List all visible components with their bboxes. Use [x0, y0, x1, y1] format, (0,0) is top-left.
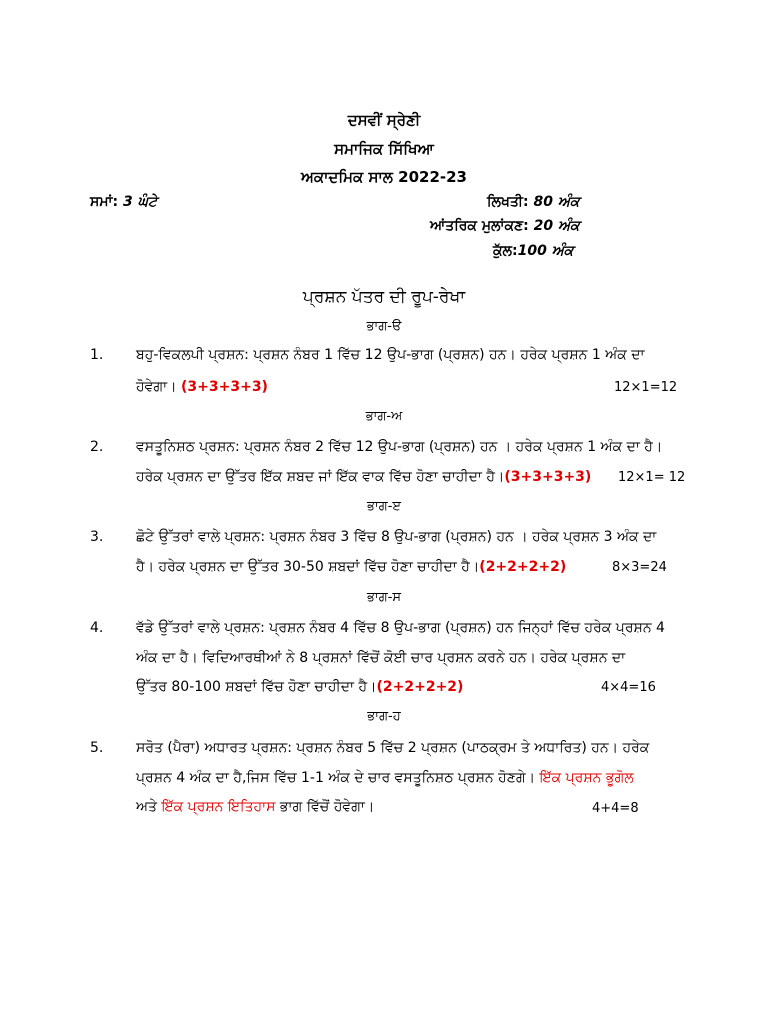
part-label: ਭਾਗ-ਅ: [365, 409, 403, 424]
internal-assessment: [430, 218, 580, 234]
internal-label: ਆਂਤਰਿਕ ਮੁਲਾਂਕਣ:: [430, 218, 529, 234]
scheme-label: (3+3+3+3): [504, 469, 592, 485]
part-label: ਭਾਗ-ੳ: [366, 319, 402, 334]
question-text: [136, 799, 374, 815]
total-label: ਕੁੱਲ:: [493, 243, 518, 259]
question-text-part: ਪ੍ਰਸ਼ਨ 4 ਅੰਕ ਦਾ ਹੈ,ਜਿਸ ਵਿੱਚ 1-1 ਅੰਕ ਦੇ ਚਾਰ ਵਸਤੂਨਿਸ਼ਠ ਪ੍ਰਸ਼ਨ ਹੋਣਗੇ।: [136, 770, 536, 786]
marks-formula: 12×1=12: [614, 380, 678, 395]
marks-formula: 12×1= 12: [618, 470, 686, 485]
question-number: 1.: [90, 347, 104, 363]
part-label: ਭਾਗ-ਹ: [367, 709, 401, 724]
question-text-part: ਹਰੇਕ ਪ੍ਰਸ਼ਨ ਦਾ ਉੱਤਰ ਇੱਕ ਸ਼ਬਦ ਜਾਂ ਇੱਕ ਵਾਕ ਵਿੱਚ ਹੋਣਾ ਚਾਹੀਦਾ ਹੈ।: [136, 469, 505, 485]
question-text-part: ਹੋਵੇਗਾ।: [136, 379, 177, 395]
part-label: ਭਾਗ-ੲ: [366, 499, 402, 514]
time-allowed: [90, 194, 157, 210]
question-number: 5.: [90, 740, 104, 756]
question-text: [136, 559, 566, 575]
scheme-label: (3+3+3+3): [181, 379, 268, 395]
part-label: ਭਾਗ-ਸ: [366, 590, 402, 605]
question-text: [136, 770, 634, 786]
question-text: ਸਰੋਤ (ਪੈਰਾ) ਅਧਾਰਤ ਪ੍ਰਸ਼ਨ: ਪ੍ਰਸ਼ਨ ਨੰਬਰ 5 ਵਿੱਚ 2 ਪ੍ਰਸ਼ਨ (ਪਾਠਕ੍ਰਮ ਤੇ ਅਧਾਰਿਤ) ਹਨ। ਹਰੇਕ: [136, 740, 650, 756]
question-number: 2.: [90, 439, 104, 455]
internal-value: 20 ਅੰਕ: [533, 218, 580, 234]
class-title: ਦਸਵੀਂ ਸ੍ਰੇਣੀ: [347, 111, 421, 129]
written-marks: [487, 194, 579, 210]
subject-title: ਸਮਾਜਿਕ ਸਿੱਖਿਆ: [334, 140, 434, 158]
highlight-history: ਇੱਕ ਪ੍ਰਸ਼ਨ ਇਤਿਹਾਸ: [161, 799, 276, 815]
marks-formula: 4×4=16: [601, 680, 656, 695]
question-text: ਛੋਟੇ ਉੱਤਰਾਂ ਵਾਲੇ ਪ੍ਰਸ਼ਨ: ਪ੍ਰਸ਼ਨ ਨੰਬਰ 3 ਵਿੱਚ 8 ਉਪ-ਭਾਗ (ਪ੍ਰਸ਼ਨ) ਹਨ । ਹਰੇਕ ਪ੍ਰਸ਼ਨ 3 ਅੰਕ ਦਾ: [136, 529, 657, 545]
time-value: 3 ਘੰਟੇ: [122, 194, 157, 210]
scheme-label: (2+2+2+2): [376, 679, 464, 695]
question-text: ਵਸਤੂਨਿਸ਼ਠ ਪ੍ਰਸ਼ਨ: ਪ੍ਰਸ਼ਨ ਨੰਬਰ 2 ਵਿੱਚ 12 ਉਪ-ਭਾਗ (ਪ੍ਰਸ਼ਨ) ਹਨ । ਹਰੇਕ ਪ੍ਰਸ਼ਨ 1 ਅੰਕ ਦਾ ਹੈ।: [136, 439, 663, 455]
paper-title: ਪ੍ਰਸ਼ਨ ਪੱਤਰ ਦੀ ਰੂਪ-ਰੇਖਾ: [302, 287, 466, 307]
question-text-part: ਹੈ। ਹਰੇਕ ਪ੍ਰਸ਼ਨ ਦਾ ਉੱਤਰ 30-50 ਸ਼ਬਦਾਂ ਵਿੱਚ ਹੋਣਾ ਚਾਹੀਦਾ ਹੈ।: [136, 559, 480, 575]
session-title: ਅਕਾਦਮਿਕ ਸਾਲ 2022-23: [301, 168, 467, 186]
question-text-part: ਭਾਗ ਵਿੱਚੋਂ ਹੋਵੇਗਾ।: [279, 799, 375, 815]
question-text-part: ਉੱਤਰ 80-100 ਸ਼ਬਦਾਂ ਵਿੱਚ ਹੋਣਾ ਚਾਹੀਦਾ ਹੈ।: [136, 679, 377, 695]
question-number: 4.: [90, 620, 104, 636]
total-value: 100 ਅੰਕ: [517, 243, 574, 259]
highlight-geography: ਇੱਕ ਪ੍ਰਸ਼ਨ ਭੂਗੋਲ: [539, 770, 634, 786]
question-text: [136, 469, 591, 485]
question-text: [136, 679, 463, 695]
total-marks: [493, 243, 573, 259]
marks-formula: 8×3=24: [612, 560, 667, 575]
question-number: 3.: [90, 529, 104, 545]
written-label: ਲਿਖਤੀ:: [487, 194, 529, 210]
question-text-part: ਅਤੇ: [136, 799, 157, 815]
time-label: ਸਮਾਂ:: [90, 194, 119, 210]
scheme-label: (2+2+2+2): [479, 559, 567, 575]
question-text: ਅੰਕ ਦਾ ਹੈ। ਵਿਦਿਆਰਥੀਆਂ ਨੇ 8 ਪ੍ਰਸ਼ਨਾਂ ਵਿੱਚੋਂ ਕੋਈ ਚਾਰ ਪ੍ਰਸ਼ਨ ਕਰਨੇ ਹਨ। ਹਰੇਕ ਪ੍ਰਸ਼ਨ ਦਾ: [136, 650, 626, 666]
marks-formula: 4+4=8: [592, 801, 639, 816]
question-text: [136, 379, 268, 395]
written-value: 80 ਅੰਕ: [533, 194, 580, 210]
question-text: ਬਹੁ-ਵਿਕਲਪੀ ਪ੍ਰਸ਼ਨ: ਪ੍ਰਸ਼ਨ ਨੰਬਰ 1 ਵਿੱਚ 12 ਉਪ-ਭਾਗ (ਪ੍ਰਸ਼ਨ) ਹਨ। ਹਰੇਕ ਪ੍ਰਸ਼ਨ 1 ਅੰਕ ਦਾ: [136, 347, 645, 363]
question-text: ਵੱਡੇ ਉੱਤਰਾਂ ਵਾਲੇ ਪ੍ਰਸ਼ਨ: ਪ੍ਰਸ਼ਨ ਨੰਬਰ 4 ਵਿੱਚ 8 ਉਪ-ਭਾਗ (ਪ੍ਰਸ਼ਨ) ਹਨ ਜਿਨ੍ਹਾਂ ਵਿੱਚ ਹਰੇਕ ਪ੍ਰਸ਼ਨ 4: [136, 620, 665, 636]
